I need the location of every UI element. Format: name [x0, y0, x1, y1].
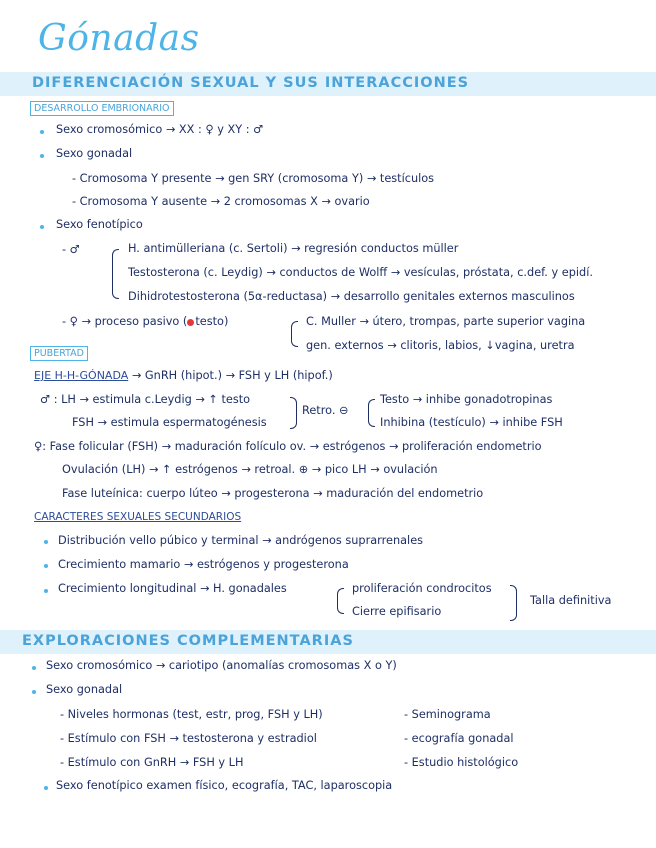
bracket-retro — [368, 399, 375, 427]
retro-label: Retro. ⊖ — [302, 404, 349, 417]
bullet — [32, 666, 36, 670]
caracter-3b: Cierre epifisario — [352, 605, 442, 618]
sexo-cromosomico-line: Sexo cromosómico → XX : ♀ y XY : ♂ — [56, 123, 264, 136]
female-proceso-text-end: testo) — [195, 315, 229, 328]
inhibina-line: Inhibina (testículo) → inhibe FSH — [380, 416, 563, 429]
bracket-male — [112, 249, 119, 299]
gonadal-exam-1: - Niveles hormonas (test, estr, prog, FSH y LH) — [60, 708, 323, 721]
caracter-1: Distribución vello púbico y terminal → andrógenos suprarrenales — [58, 534, 424, 547]
fase-luteinica: Fase luteínica: cuerpo lúteo → progesterona → maduración del endometrio — [62, 487, 484, 500]
label-pubertad: PUBERTAD — [30, 346, 88, 361]
caracter-2: Crecimiento mamario → estrógenos y progesterona — [58, 558, 349, 571]
bullet — [40, 130, 44, 134]
bullet — [40, 225, 44, 229]
gonadal-exam-right-1: - Seminograma — [404, 708, 491, 721]
talla-definitiva: Talla definitiva — [530, 594, 612, 607]
red-dot-icon — [187, 319, 194, 326]
page-title: Gónadas — [38, 18, 200, 59]
bracket-gonadales — [337, 588, 344, 614]
gonadal-exam-3: - Estímulo con GnRH → FSH y LH — [60, 756, 244, 769]
bracket-talla — [510, 585, 517, 621]
bullet — [44, 540, 48, 544]
section-heading-diferenciacion: DIFERENCIACIÓN SEXUAL Y SUS INTERACCIONES — [32, 75, 470, 91]
exploracion-fenotipico: Sexo fenotípico examen físico, ecografía, TAC, laparoscopia — [56, 779, 393, 792]
fenotipico-male-3: Dihidrotestosterona (5α-reductasa) → desarrollo genitales externos masculinos — [128, 290, 575, 303]
caracter-3: Crecimiento longitudinal → H. gonadales — [58, 582, 287, 595]
fenotipico-male-1: H. antimülleriana (c. Sertoli) → regresión conductos müller — [128, 242, 459, 255]
caracter-3a: proliferación condrocitos — [352, 582, 492, 595]
gonadal-exam-right-2: - ecografía gonadal — [404, 732, 514, 745]
gonadal-exam-2: - Estímulo con FSH → testosterona y estradiol — [60, 732, 317, 745]
lh-line: ♂ : LH → estimula c.Leydig → ↑ testo — [40, 393, 251, 406]
bullet — [40, 154, 44, 158]
exploracion-gonadal: Sexo gonadal — [46, 683, 123, 696]
bullet — [44, 786, 48, 790]
bullet — [44, 589, 48, 593]
female-proceso-text: - ♀ → proceso pasivo ( — [62, 315, 188, 328]
eje-rest: → GnRH (hipot.) → FSH y LH (hipof.) — [131, 369, 333, 382]
female-proceso-pasivo — [62, 315, 228, 328]
fase-folicular: ♀: Fase folicular (FSH) → maduración folículo ov. → estrógenos → proliferación endometrio — [34, 440, 542, 453]
male-marker: - ♂ — [62, 243, 80, 256]
fenotipico-female-2: gen. externos → clitoris, labios, ↓vagina, uretra — [306, 339, 575, 352]
bullet — [32, 690, 36, 694]
exploracion-cromosomico: Sexo cromosómico → cariotipo (anomalías cromosomas X o Y) — [46, 659, 397, 672]
eje-label: EJE H-H-GÓNADA — [34, 369, 129, 382]
gonadal-line-1: - Cromosoma Y presente → gen SRY (cromosoma Y) → testículos — [72, 172, 435, 185]
label-caracteres-secundarios: CARACTERES SEXUALES SECUNDARIOS — [34, 511, 242, 523]
label-desarrollo-embrionario: DESARROLLO EMBRIONARIO — [30, 101, 174, 116]
testo-inhibe: Testo → inhibe gonadotropinas — [380, 393, 553, 406]
ovulacion-line: Ovulación (LH) → ↑ estrógenos → retroal. ⊕ → pico LH → ovulación — [62, 463, 438, 476]
gonadal-line-2: - Cromosoma Y ausente → 2 cromosomas X → ovario — [72, 195, 370, 208]
bracket-female — [291, 321, 298, 347]
eje-line — [34, 369, 333, 382]
section-heading-exploraciones: EXPLORACIONES COMPLEMENTARIAS — [22, 633, 354, 649]
gonadal-exam-right-3: - Estudio histológico — [404, 756, 519, 769]
bullet — [44, 564, 48, 568]
fsh-line: FSH → estimula espermatogénesis — [72, 416, 267, 429]
fenotipico-female-1: C. Muller → útero, trompas, parte superior vagina — [306, 315, 586, 328]
sexo-gonadal-heading: Sexo gonadal — [56, 147, 133, 160]
bracket-right-eje — [290, 397, 297, 429]
fenotipico-male-2: Testosterona (c. Leydig) → conductos de Wolff → vesículas, próstata, c.def. y epidí. — [128, 266, 593, 279]
sexo-fenotipico-heading: Sexo fenotípico — [56, 218, 143, 231]
